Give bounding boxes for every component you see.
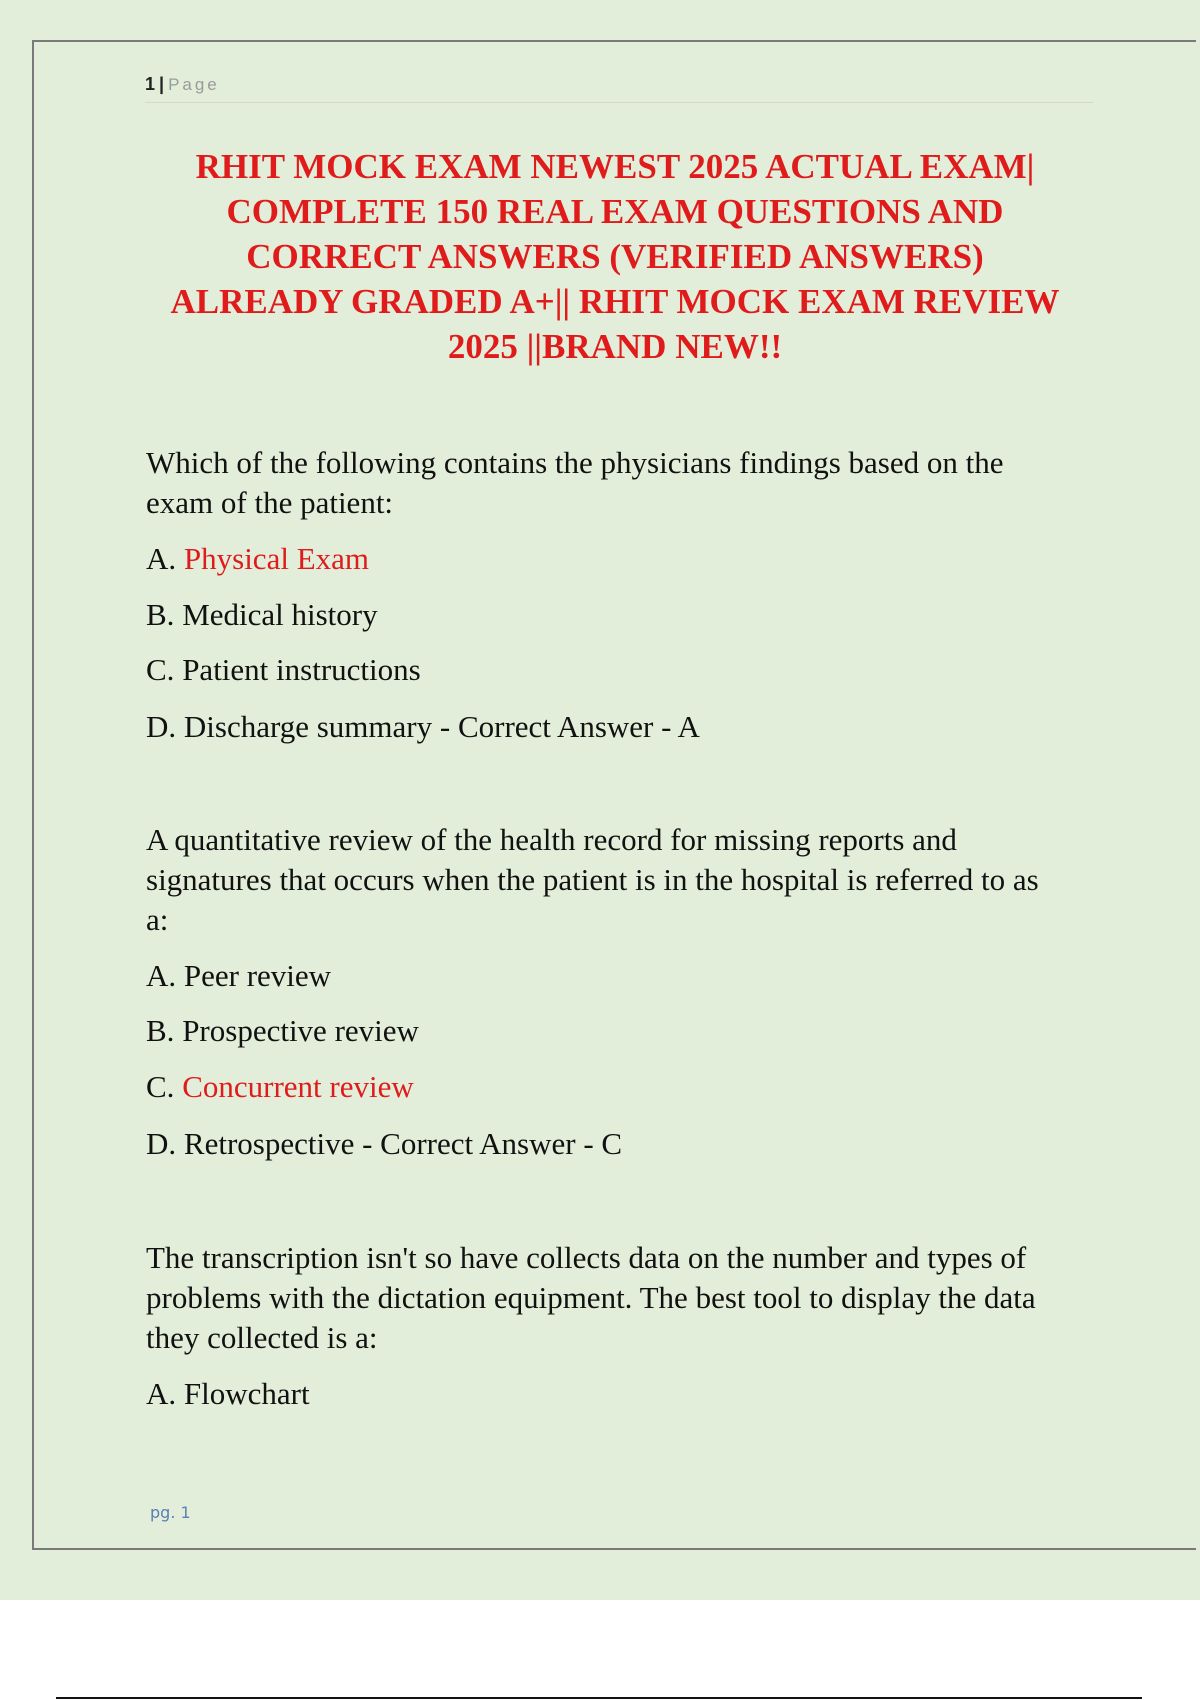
question-3-option-a — [146, 1376, 1096, 1412]
question-2-stem — [146, 820, 1096, 940]
question-2-option-d — [146, 1126, 1096, 1162]
option-letter: A. — [146, 1376, 177, 1411]
option-letter: A. — [146, 958, 177, 993]
question-2-option-c — [146, 1069, 1096, 1105]
title-line: ALREADY GRADED A+|| RHIT MOCK EXAM REVIEW — [170, 282, 1060, 321]
page-footer-label: pg. 1 — [150, 1503, 191, 1522]
title-line: 2025 ||BRAND NEW!! — [447, 327, 783, 366]
question-1-option-c — [146, 652, 1096, 688]
question-stem-line: a: — [146, 902, 169, 937]
title-line: COMPLETE 150 REAL EXAM QUESTIONS AND — [226, 192, 1004, 231]
question-1-option-b — [146, 597, 1096, 633]
header-page-number: 1 — [145, 74, 156, 94]
title-line: RHIT MOCK EXAM NEWEST 2025 ACTUAL EXAM| — [195, 147, 1035, 186]
document-title — [145, 144, 1085, 369]
option-letter: C. — [146, 1069, 175, 1104]
question-2-option-b — [146, 1013, 1096, 1049]
bottom-divider — [56, 1697, 1142, 1699]
header-page-word: Page — [168, 75, 220, 94]
question-stem-line: problems with the dictation equipment. The best tool to display the data — [146, 1280, 1036, 1315]
question-stem-line: exam of the patient: — [146, 485, 394, 520]
question-1-option-d — [146, 709, 1096, 745]
option-letter: D. — [146, 1126, 177, 1161]
question-1-option-a — [146, 541, 1096, 577]
option-letter: C. — [146, 652, 175, 687]
option-text: Discharge summary - Correct Answer - A — [183, 709, 700, 744]
option-text: Patient instructions — [182, 652, 421, 687]
question-stem-line: they collected is a: — [146, 1320, 378, 1355]
option-text: Medical history — [182, 597, 378, 632]
question-stem-line: signatures that occurs when the patient is in the hospital is referred to as — [146, 862, 1039, 897]
header-separator: | — [159, 74, 165, 94]
option-text: Peer review — [183, 958, 332, 993]
option-text: Prospective review — [182, 1013, 419, 1048]
option-letter: B. — [146, 1013, 175, 1048]
option-letter: B. — [146, 597, 175, 632]
option-letter: D. — [146, 709, 177, 744]
question-2-option-a — [146, 958, 1096, 994]
question-stem-line: Which of the following contains the physicians findings based on the — [146, 445, 1004, 480]
question-3-stem — [146, 1238, 1096, 1358]
option-letter: A. — [146, 541, 177, 576]
title-line: CORRECT ANSWERS (VERIFIED ANSWERS) — [246, 237, 984, 276]
page-header — [145, 74, 1093, 103]
option-text-correct: Concurrent review — [182, 1069, 414, 1104]
option-text: Retrospective - Correct Answer - C — [183, 1126, 623, 1161]
question-1-stem — [146, 443, 1096, 523]
question-stem-line: The transcription isn't so have collects data on the number and types of — [146, 1240, 1027, 1275]
option-text: Flowchart — [183, 1376, 310, 1411]
question-stem-line: A quantitative review of the health record for missing reports and — [146, 822, 957, 857]
option-text-correct: Physical Exam — [183, 541, 369, 576]
